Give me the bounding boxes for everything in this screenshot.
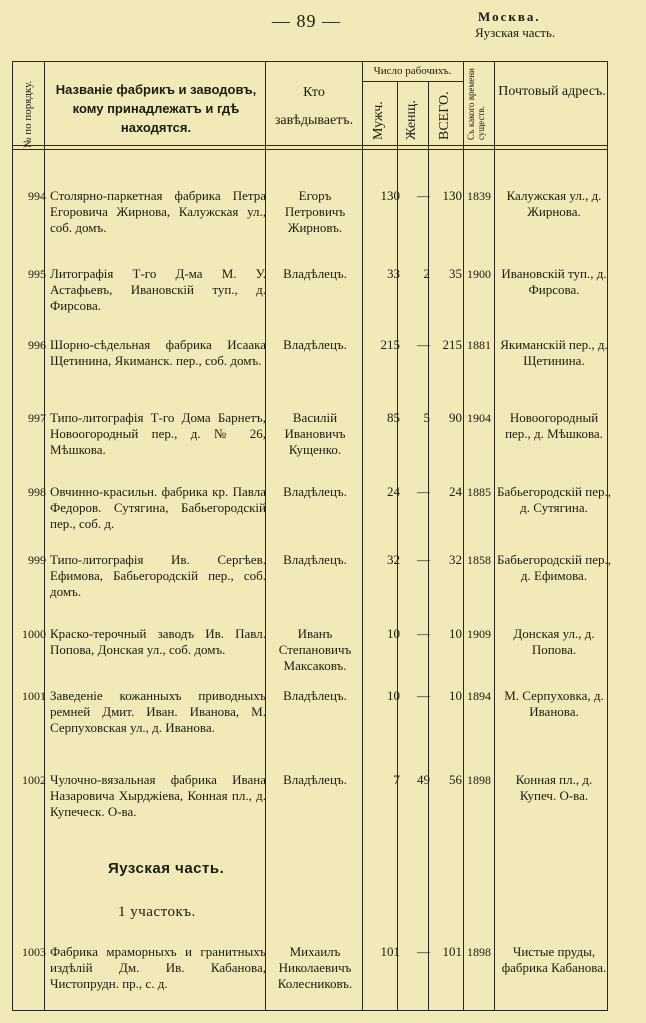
manager: Владѣлецъ.	[283, 266, 347, 281]
header-number: № по порядку.	[22, 80, 34, 148]
postal-address: Бабьегородскій пер., д. Ефимова.	[497, 552, 611, 583]
women-count: —	[417, 688, 430, 703]
total-count: 130	[442, 188, 462, 203]
total-count: 101	[442, 944, 462, 959]
men-count: 215	[380, 337, 400, 352]
factory-name: Типо-литографія Т-го Дома Барнетъ, Новоогородный пер., д. № 26, Мѣшкова.	[50, 410, 266, 457]
row-number: 997	[28, 411, 46, 425]
women-count: —	[417, 188, 430, 203]
men-count: 10	[387, 626, 400, 641]
since-year: 1839	[467, 189, 491, 203]
total-count: 215	[442, 337, 462, 352]
since-year: 1881	[467, 338, 491, 352]
factory-name: Краско-терочный заводъ Ив. Павл. Попова, Донская ул., соб. домъ.	[50, 626, 266, 657]
section-title: Яузская часть.	[108, 860, 225, 877]
header-rule	[12, 149, 608, 150]
manager: Владѣлецъ.	[283, 772, 347, 787]
men-count: 24	[387, 484, 400, 499]
total-count: 35	[449, 266, 462, 281]
district-heading: Яузская часть.	[475, 25, 556, 40]
women-count: —	[417, 626, 430, 641]
row-number: 995	[28, 267, 46, 281]
postal-address: Конная пл., д. Купеч. О-ва.	[515, 772, 593, 803]
since-year: 1898	[467, 945, 491, 959]
row-number: 998	[28, 485, 46, 499]
header-manager: Кто завѣдываетъ.	[274, 85, 354, 128]
manager: Владѣлецъ.	[283, 552, 347, 567]
since-year: 1885	[467, 485, 491, 499]
row-number: 1002	[22, 773, 46, 787]
factory-name: Овчинно-красильн. фабрика кр. Павла Федоров. Сутягина, Бабьегородскій пер., соб. д.	[50, 484, 266, 531]
factory-name: Заведеніе кожанныхъ приводныхъ ремней Дмит. Иван. Иванова, М. Серпуховская ул., д. Иванова.	[50, 688, 266, 735]
men-count: 33	[387, 266, 400, 281]
city-heading: Москва.	[478, 9, 541, 24]
postal-address: М. Серпуховка, д. Иванова.	[504, 688, 604, 719]
postal-address: Чистые пруды, фабрика Кабанова.	[501, 944, 607, 975]
postal-address: Донская ул., д. Попова.	[513, 626, 595, 657]
postal-address: Бабьегородскій пер., д. Сутягина.	[497, 484, 611, 515]
manager: Владѣлецъ.	[283, 688, 347, 703]
factory-name: Шорно-сѣдельная фабрика Исаака Щетинина, Якиманск. пер., соб. домъ.	[50, 337, 266, 368]
header-rule	[362, 81, 463, 82]
manager: Иванъ Степановичъ Максаковъ.	[278, 626, 352, 673]
manager: Василій Ивановичъ Кущенко.	[284, 410, 346, 457]
col-divider	[397, 82, 398, 1011]
manager: Владѣлецъ.	[283, 484, 347, 499]
since-year: 1904	[467, 411, 491, 425]
header-men: Мужч.	[371, 101, 386, 140]
manager: Владѣлецъ.	[283, 337, 347, 352]
header-rule	[12, 145, 608, 146]
header-address: Почтовый адресъ.	[498, 84, 606, 99]
row-number: 1001	[22, 689, 46, 703]
men-count: 10	[387, 688, 400, 703]
row-number: 999	[28, 553, 46, 567]
total-count: 10	[449, 626, 462, 641]
total-count: 24	[449, 484, 462, 499]
total-count: 10	[449, 688, 462, 703]
total-count: 56	[449, 772, 462, 787]
subsection-title: 1 участокъ.	[118, 904, 196, 920]
postal-address: Якиманскій пер., д. Щетинина.	[500, 337, 608, 368]
factory-name: Литографія Т-го Д-ма М. У. Астафьевъ, Ивановскій туп., д. Фирсова.	[50, 266, 266, 313]
factory-name: Типо-литографія Ив. Сергѣев. Ефимова, Бабьегородскій пер., соб. домъ.	[50, 552, 266, 599]
header-women: Женщ.	[404, 100, 419, 140]
col-divider	[494, 61, 495, 1011]
men-count: 7	[393, 772, 400, 787]
factory-name: Столярно-паркетная фабрика Петра Егоровича Жирнова, Калужская ул., соб. домъ.	[50, 188, 266, 235]
row-number: 1000	[22, 627, 46, 641]
men-count: 32	[387, 552, 400, 567]
postal-address: Ивановскій туп., д. Фирсова.	[501, 266, 607, 297]
row-number: 994	[28, 189, 46, 203]
manager: Михаилъ Николаевичъ Колесниковъ.	[277, 944, 353, 991]
row-number: 996	[28, 338, 46, 352]
women-count: —	[417, 337, 430, 352]
col-divider	[362, 61, 363, 1011]
row-number: 1003	[22, 945, 46, 959]
since-year: 1898	[467, 773, 491, 787]
postal-address: Калужская ул., д. Жирнова.	[506, 188, 602, 219]
postal-address: Новоогородный пер., д. Мѣшкова.	[505, 410, 603, 441]
col-divider	[428, 82, 429, 1011]
page-number: — 89 —	[272, 11, 341, 31]
women-count: —	[417, 552, 430, 567]
manager: Егоръ Петровичъ Жирновъ.	[284, 188, 346, 235]
header-since: Съ какого времени существ.	[466, 68, 486, 140]
total-count: 90	[449, 410, 462, 425]
header-rule	[12, 61, 608, 62]
since-year: 1900	[467, 267, 491, 281]
factory-name: Фабрика мраморныхъ и гранитныхъ издѣлій Дм. Ив. Кабанова, Чистопрудн. пр., с. д.	[50, 944, 266, 991]
header-total: ВСЕГО.	[437, 91, 452, 140]
since-year: 1894	[467, 689, 491, 703]
women-count: —	[417, 484, 430, 499]
women-count: 49	[417, 772, 430, 787]
women-count: —	[417, 944, 430, 959]
header-name: Названіе фабрикъ и заводовъ, кому принадлежатъ и гдѣ находятся.	[55, 82, 257, 135]
header-workers: Число рабочихъ.	[373, 65, 452, 77]
factory-name: Чулочно-вязальная фабрика Ивана Назаровича Хырджіева, Конная пл., д. Купеческ. О-ва.	[50, 772, 266, 819]
since-year: 1858	[467, 553, 491, 567]
men-count: 101	[380, 944, 400, 959]
since-year: 1909	[467, 627, 491, 641]
men-count: 130	[380, 188, 400, 203]
men-count: 85	[387, 410, 400, 425]
women-count: 2	[423, 266, 430, 281]
women-count: 5	[423, 410, 430, 425]
total-count: 32	[449, 552, 462, 567]
